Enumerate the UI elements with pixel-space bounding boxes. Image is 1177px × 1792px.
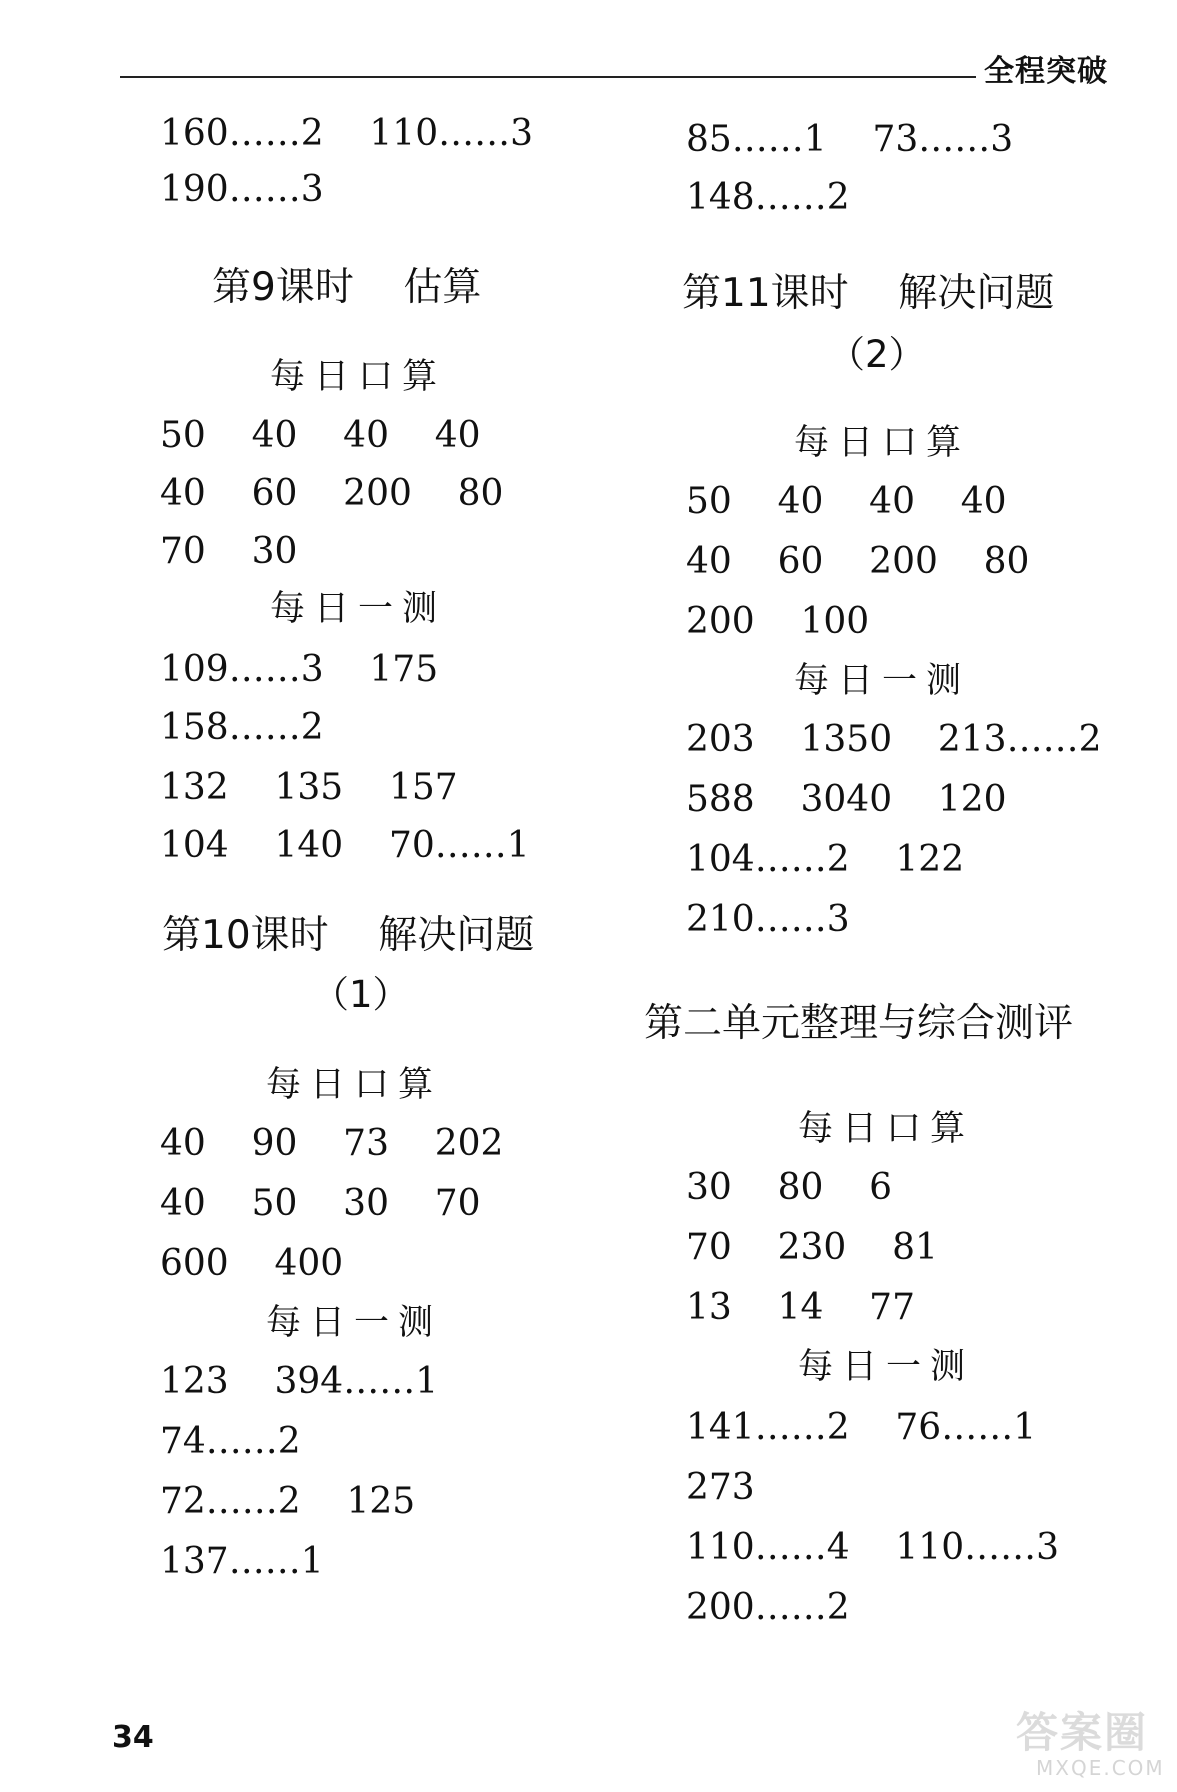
answer-line: 50 40 40 40 [686,481,1007,522]
unit2-oral-label: 每日口算 [798,1109,975,1149]
watermark-url: MXQE.COM [1036,1756,1165,1780]
unit2-title: 第二单元整理与综合测评 [644,1001,1074,1046]
answer-line: 72……2 125 [160,1481,416,1522]
answer-line: 200 100 [686,601,870,642]
lesson10-subtitle: （1） [312,973,410,1016]
lesson10-oral-label: 每日口算 [266,1065,443,1105]
answer-line: 160……2 110……3 [160,113,534,154]
answer-line: 40 90 73 202 [160,1123,504,1164]
answer-line: 50 40 40 40 [160,415,481,456]
lesson9-oral-label: 每日口算 [270,357,447,397]
page-number: 34 [112,1720,154,1755]
watermark-text: 答案圈 [1016,1708,1149,1757]
answer-line: 40 60 200 80 [160,473,504,514]
header-rule [120,76,976,78]
answer-line: 110……4 110……3 [686,1527,1060,1568]
answer-line: 600 400 [160,1243,344,1284]
lesson11-title: 第11课时 解决问题 [682,271,1055,316]
answer-line: 104……2 122 [686,839,965,880]
answer-line: 190……3 [160,169,324,210]
lesson9-title: 第9课时 估算 [212,265,482,310]
header-brand: 全程突破 [984,54,1108,89]
answer-line: 13 14 77 [686,1287,915,1328]
answer-line: 158……2 [160,707,324,748]
answer-line: 74……2 [160,1421,301,1462]
answer-line: 210……3 [686,899,850,940]
answer-line: 203 1350 213……2 [686,719,1102,760]
answer-line: 85……1 73……3 [686,119,1014,160]
lesson10-test-label: 每日一测 [266,1303,443,1343]
answer-line: 141……2 76……1 [686,1407,1037,1448]
answer-line: 40 60 200 80 [686,541,1030,582]
answer-line: 30 80 6 [686,1167,893,1208]
answer-line: 137……1 [160,1541,324,1582]
lesson11-oral-label: 每日口算 [794,423,971,463]
answer-line: 70 30 [160,531,298,572]
answer-line: 200……2 [686,1587,850,1628]
lesson10-title: 第10课时 解决问题 [162,913,535,958]
unit2-test-label: 每日一测 [798,1347,975,1387]
lesson9-test-label: 每日一测 [270,589,447,629]
answer-line: 104 140 70……1 [160,825,530,866]
lesson11-subtitle: （2） [828,333,926,376]
answer-line: 273 [686,1467,755,1508]
answer-line: 70 230 81 [686,1227,938,1268]
answer-line: 132 135 157 [160,767,458,808]
answer-line: 123 394……1 [160,1361,439,1402]
answer-line: 40 50 30 70 [160,1183,481,1224]
lesson11-test-label: 每日一测 [794,661,971,701]
answer-line: 588 3040 120 [686,779,1007,820]
answer-line: 109……3 175 [160,649,439,690]
answer-line: 148……2 [686,177,850,218]
watermark-logo [1010,1696,1170,1786]
